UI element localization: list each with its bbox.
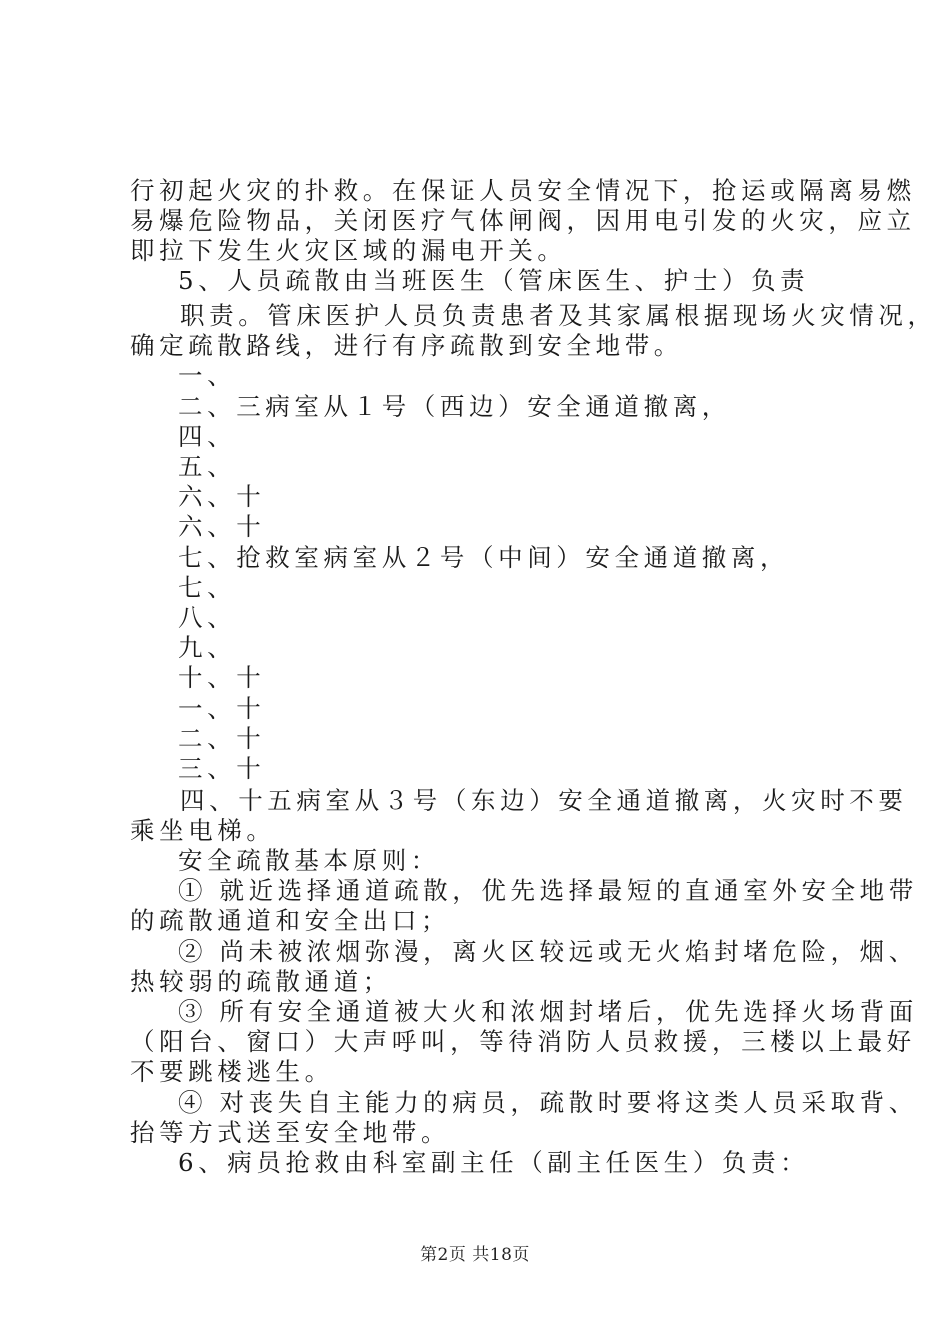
body-line-1: 行初起火灾的扑救。在保证人员安全情况下，抢运或隔离易燃 bbox=[130, 176, 916, 205]
page-number-footer: 第2页 共18页 bbox=[420, 1245, 530, 1265]
principle-1-line-1: ① 就近选择通道疏散，优先选择最短的直通室外安全地带 bbox=[178, 876, 918, 905]
principle-3-line-1: ③ 所有安全通道被大火和浓烟封堵后，优先选择火场背面 bbox=[178, 997, 918, 1026]
body-line-6: 确定疏散路线，进行有序疏散到安全地带。 bbox=[130, 331, 683, 360]
list-line-8: 七、 bbox=[178, 573, 237, 602]
list-line-7: 七、抢救室病室从２号（中间）安全通道撤离， bbox=[178, 543, 790, 572]
body-line-3: 即拉下发生火灾区域的漏电开关。 bbox=[130, 236, 567, 265]
principle-3-line-2: （阳台、窗口）大声呼叫，等待消防人员救援，三楼以上最好 bbox=[130, 1027, 916, 1056]
principles-heading: 安全疏散基本原则： bbox=[178, 846, 440, 875]
principle-2-line-1: ② 尚未被浓烟弥漫，离火区较远或无火焰封堵危险，烟、 bbox=[178, 937, 918, 966]
principle-4-line-1: ④ 对丧失自主能力的病员，疏散时要将这类人员采取背、 bbox=[178, 1088, 918, 1117]
principle-2-line-2: 热较弱的疏散通道； bbox=[130, 967, 392, 996]
body-line-5: 职责。管床医护人员负责患者及其家属根据现场火灾情况， bbox=[180, 301, 937, 330]
body-line-2: 易爆危险物品，关闭医疗气体闸阀，因用电引发的火灾，应立 bbox=[130, 206, 916, 235]
principle-1-line-2: 的疏散通道和安全出口； bbox=[130, 906, 451, 935]
list-line-11: 十、十 bbox=[178, 663, 266, 692]
list-line-12: 一、十 bbox=[178, 694, 266, 723]
list-line-6: 六、十 bbox=[178, 512, 266, 541]
list-line-10: 九、 bbox=[178, 633, 237, 662]
list-line-2: 二、三病室从１号（西边）安全通道撤离， bbox=[178, 392, 731, 421]
principle-3-line-3: 不要跳楼逃生。 bbox=[130, 1057, 334, 1086]
body-line-7: 四、十五病室从３号（东边）安全通道撤离，火灾时不要 bbox=[180, 786, 908, 815]
body-line-8: 乘坐电梯。 bbox=[130, 816, 276, 845]
principle-4-line-2: 抬等方式送至安全地带。 bbox=[130, 1118, 451, 1147]
list-line-14: 三、十 bbox=[178, 754, 266, 783]
list-line-3: 四、 bbox=[178, 422, 237, 451]
body-line-4: 5、人员疏散由当班医生（管床医生、护士）负责 bbox=[178, 266, 810, 295]
list-line-13: 二、十 bbox=[178, 724, 266, 753]
list-line-5: 六、十 bbox=[178, 482, 266, 511]
list-line-4: 五、 bbox=[178, 452, 237, 481]
list-line-1: 一、 bbox=[178, 361, 237, 390]
body-line-9: 6、病员抢救由科室副主任（副主任医生）负责： bbox=[178, 1148, 810, 1177]
list-line-9: 八、 bbox=[178, 603, 237, 632]
